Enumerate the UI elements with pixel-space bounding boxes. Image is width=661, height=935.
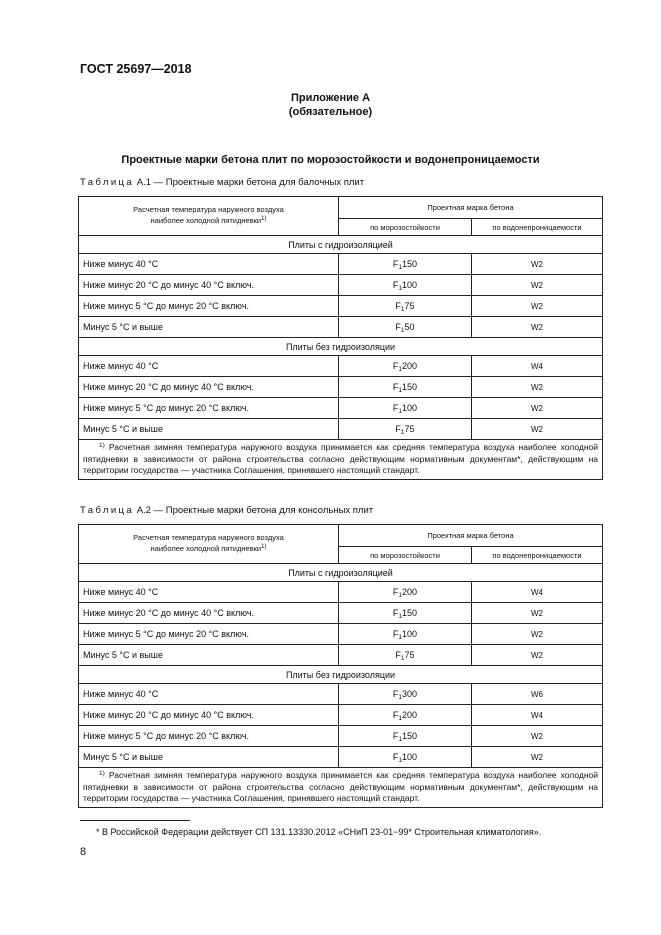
water-grade-cell: W2	[472, 254, 603, 275]
table-a2-note	[79, 768, 603, 808]
frost-grade-prefix: F	[392, 710, 399, 720]
table-a1-header-temp-line2: наиболее холодной пятидневки	[150, 216, 262, 225]
frost-grade-cell	[339, 582, 472, 603]
frost-grade-cell	[339, 726, 472, 747]
water-grade-cell: W2	[472, 747, 603, 768]
table-row-label: Ниже минус 40 °С	[79, 684, 339, 705]
frost-grade-value: 100	[402, 280, 418, 290]
frost-grade-prefix: F	[392, 259, 399, 269]
water-grade-cell: W2	[472, 645, 603, 666]
table-row-label: Ниже минус 40 °С	[79, 582, 339, 603]
water-grade-cell: W2	[472, 624, 603, 645]
table-a1-caption-label: Таблица	[80, 177, 135, 188]
water-grade-cell: W2	[472, 419, 603, 440]
frost-grade-value: 150	[402, 382, 418, 392]
table-a2-header-temp-line1: Расчетная температура наружного воздуха	[133, 533, 284, 542]
frost-grade-sub: 1	[398, 757, 403, 764]
water-grade-cell: W4	[472, 582, 603, 603]
frost-grade-cell	[339, 356, 472, 377]
frost-grade-cell	[339, 705, 472, 726]
water-grade-cell: W2	[472, 398, 603, 419]
annex-title: Приложение А	[290, 92, 371, 104]
frost-grade-value: 300	[402, 689, 418, 699]
frost-grade-value: 50	[404, 322, 415, 332]
document-code: ГОСТ 25697—2018	[80, 62, 192, 76]
table-a1-header-temp-line1: Расчетная температура наружного воздуха	[133, 205, 284, 214]
table-a1-note-marker: 1)	[99, 442, 105, 449]
frost-grade-cell	[339, 419, 472, 440]
table-a2-header-temperature	[79, 525, 339, 564]
table-a2-note-marker: 1)	[99, 770, 105, 777]
frost-grade-prefix: F	[392, 629, 399, 639]
frost-grade-prefix: F	[392, 731, 399, 741]
frost-grade-value: 150	[402, 259, 418, 269]
frost-grade-prefix: F	[392, 752, 399, 762]
frost-grade-prefix: F	[392, 382, 399, 392]
frost-grade-cell	[339, 254, 472, 275]
frost-grade-cell	[339, 317, 472, 338]
frost-grade-value: 100	[402, 403, 418, 413]
table-row-label: Ниже минус 5 °С до минус 20 °С включ.	[79, 296, 339, 317]
frost-grade-cell	[339, 603, 472, 624]
table-a1-group-title: Плиты с гидроизоляцией	[79, 236, 603, 254]
frost-grade-value: 100	[402, 629, 418, 639]
water-grade-cell: W4	[472, 705, 603, 726]
water-grade-cell: W6	[472, 684, 603, 705]
frost-grade-sub: 1	[398, 387, 403, 394]
water-grade-cell: W2	[472, 275, 603, 296]
table-row-label: Ниже минус 40 °С	[79, 254, 339, 275]
frost-grade-cell	[339, 275, 472, 296]
frost-grade-sub: 1	[398, 634, 403, 641]
frost-grade-cell	[339, 747, 472, 768]
table-row-label: Ниже минус 20 °С до минус 40 °С включ.	[79, 377, 339, 398]
table-a1-header-water: по водонепроницаемости	[472, 219, 603, 236]
table-row-label: Ниже минус 5 °С до минус 20 °С включ.	[79, 398, 339, 419]
water-grade-cell: W4	[472, 356, 603, 377]
table-a1-note	[79, 440, 603, 480]
frost-grade-prefix: F	[392, 608, 399, 618]
frost-grade-cell	[339, 645, 472, 666]
water-grade-cell: W2	[472, 377, 603, 398]
frost-grade-prefix: F	[392, 361, 399, 371]
frost-grade-value: 75	[404, 650, 415, 660]
table-row-label: Ниже минус 20 °С до минус 40 °С включ.	[79, 603, 339, 624]
table-a2-header-water: по водонепроницаемости	[472, 547, 603, 564]
table-row-label: Ниже минус 5 °С до минус 20 °С включ.	[79, 726, 339, 747]
table-a2-caption-text: А.2 — Проектные марки бетона для консольных плит	[136, 505, 374, 516]
table-a2-group-title: Плиты без гидроизоляции	[79, 666, 603, 684]
table-a2-header-frost: по морозостойкости	[339, 547, 472, 564]
table-row-label: Ниже минус 5 °С до минус 20 °С включ.	[79, 624, 339, 645]
frost-grade-sub: 1	[400, 327, 405, 334]
frost-grade-value: 100	[402, 752, 418, 762]
table-row-label: Минус 5 °С и выше	[79, 747, 339, 768]
frost-grade-sub: 1	[398, 715, 403, 722]
frost-grade-value: 200	[402, 361, 418, 371]
annex-subtitle: (обязательное)	[288, 106, 373, 118]
table-row-label: Ниже минус 20 °С до минус 40 °С включ.	[79, 705, 339, 726]
frost-grade-prefix: F	[392, 689, 399, 699]
table-a1-header-temp-sup: 1)	[261, 216, 267, 222]
frost-grade-value: 150	[402, 731, 418, 741]
frost-grade-cell	[339, 296, 472, 317]
frost-grade-value: 200	[402, 710, 418, 720]
table-a1-caption-text: А.1 — Проектные марки бетона для балочных плит	[136, 177, 365, 188]
water-grade-cell: W2	[472, 317, 603, 338]
frost-grade-sub: 1	[398, 285, 403, 292]
page-number: 8	[80, 846, 87, 858]
frost-grade-sub: 1	[398, 694, 403, 701]
frost-grade-prefix: F	[395, 424, 401, 434]
frost-grade-sub: 1	[400, 655, 405, 662]
table-a2-note-text: Расчетная зимняя температура наружного воздуха принимается как средняя температура воздуха наиболее холодной пятидневки в зависимости от района строительства согласно действующим нормативным документам*, действующим на территории государства — участника Соглашения, принявшего настоящий стандарт.	[83, 770, 598, 803]
water-grade-cell: W2	[472, 603, 603, 624]
table-a2-group-title: Плиты с гидроизоляцией	[79, 564, 603, 582]
table-a1-header-grade: Проектная марка бетона	[339, 197, 603, 219]
frost-grade-sub: 1	[398, 613, 403, 620]
frost-grade-cell	[339, 624, 472, 645]
frost-grade-sub: 1	[400, 429, 405, 436]
frost-grade-value: 150	[402, 608, 418, 618]
frost-grade-prefix: F	[395, 301, 401, 311]
table-a2-caption-label: Таблица	[80, 505, 135, 516]
frost-grade-value: 75	[404, 424, 415, 434]
footnote-divider	[80, 820, 190, 821]
frost-grade-sub: 1	[398, 264, 403, 271]
table-a1-group-title: Плиты без гидроизоляции	[79, 338, 603, 356]
frost-grade-sub: 1	[398, 592, 403, 599]
frost-grade-value: 75	[404, 301, 415, 311]
frost-grade-sub: 1	[398, 736, 403, 743]
frost-grade-sub: 1	[398, 408, 403, 415]
table-row-label: Минус 5 °С и выше	[79, 317, 339, 338]
table-row-label: Минус 5 °С и выше	[79, 645, 339, 666]
table-a1-header-frost: по морозостойкости	[339, 219, 472, 236]
table-a1-header-temperature	[79, 197, 339, 236]
frost-grade-prefix: F	[395, 322, 401, 332]
table-row-label: Ниже минус 40 °С	[79, 356, 339, 377]
table-a2-caption	[80, 505, 373, 516]
frost-grade-prefix: F	[392, 403, 399, 413]
water-grade-cell: W2	[472, 296, 603, 317]
water-grade-cell: W2	[472, 726, 603, 747]
frost-grade-cell	[339, 377, 472, 398]
table-a1	[78, 196, 603, 480]
table-row-label: Ниже минус 20 °С до минус 40 °С включ.	[79, 275, 339, 296]
table-a2	[78, 524, 603, 808]
table-a1-note-text: Расчетная зимняя температура наружного воздуха принимается как средняя температура воздуха наиболее холодной пятидневки в зависимости от района строительства согласно действующим нормативным документам*, действующим на территории государства — участника Соглашения, принявшего настоящий стандарт.	[83, 442, 598, 475]
frost-grade-prefix: F	[392, 587, 399, 597]
annex-heading: Проектные марки бетона плит по морозостойкости и водонепроницаемости	[121, 154, 540, 166]
table-a2-header-temp-sup: 1)	[261, 544, 267, 550]
frost-grade-value: 200	[402, 587, 418, 597]
frost-grade-sub: 1	[400, 306, 405, 313]
table-a2-header-temp-line2: наиболее холодной пятидневки	[150, 544, 262, 553]
frost-grade-cell	[339, 398, 472, 419]
table-row-label: Минус 5 °С и выше	[79, 419, 339, 440]
frost-grade-cell	[339, 684, 472, 705]
table-a1-caption	[80, 177, 364, 188]
frost-grade-sub: 1	[398, 366, 403, 373]
page-footnote: * В Российской Федерации действует СП 131.13330.2012 «СНиП 23-01−99* Строительная климатология».	[96, 827, 542, 837]
table-a2-header-grade: Проектная марка бетона	[339, 525, 603, 547]
frost-grade-prefix: F	[392, 280, 399, 290]
frost-grade-prefix: F	[395, 650, 401, 660]
